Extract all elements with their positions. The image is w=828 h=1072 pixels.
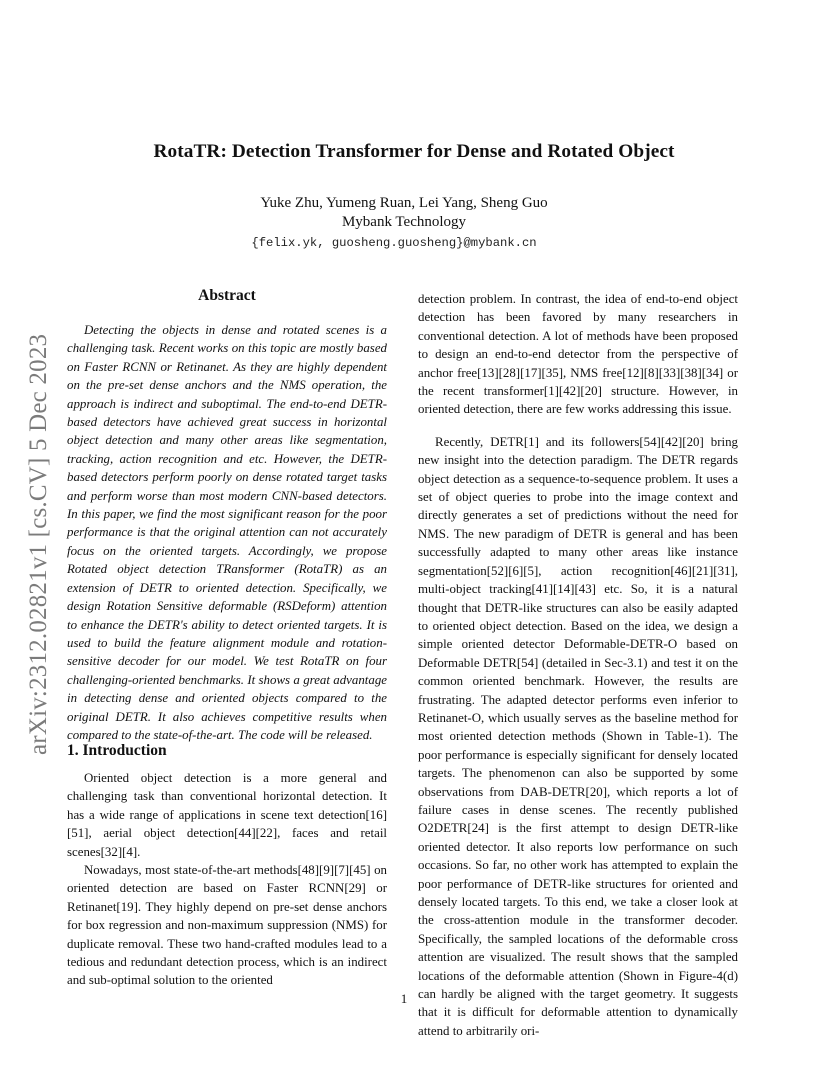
intro-paragraph-1: Oriented object detection is a more general and challenging task than conventional horizontal detection. It has a wide range of applications in scene text detection[16][51], aerial object detection[44][22], faces and retail scenes[32][4]. <box>67 771 387 859</box>
affiliation: Mybank Technology <box>341 214 467 230</box>
right-paragraph-1: detection problem. In contrast, the idea of end-to-end object detection has been favored by many researchers in conventional detection. A lot of methods have been proposed to design an end-to-end detector from the perspective of anchor free[13][28][17][35], NMS free[12][8][33][38][34] or the recent transformer[1][42][20] structure. However, in oriented detection, there are few works addressing this issue. <box>418 292 738 417</box>
right-paragraph-2: Recently, DETR[1] and its followers[54][42][20] bring new insight into the detection paradigm. The DETR regards object detection as a sequence-to-sequence problem. It uses a set of object queries to probe into the image context and directly generates a set of predictions without the need for NMS. The new paradigm of DETR is general and has been successfully adapted to many other areas like instance segmentation[52][6][5], action recognition[46][21][31], multi-object tracking[41][14][43] etc. So, it is a natural thought that DETR-like structures can also be easily adapted to oriented object detection. Based on the idea, we design a simple oriented detector Deformable-DETR-O based on Deformable DETR[54] (detailed in Sec-3.1) and test it on the common oriented benchmark. However, the results are frustrating. The adapted detector performs even inferior to Retinanet-O, which usually serves as the baseline method for most oriented detection methods (Shown in Table-1). The poor performance is especially significant for densely located targets. The phenomenon can also be supported by some observations from DAB-DETR[20], which reports a lot of failure cases in dense scenes. The recently published O2DETR[24] is the first attempt to design DETR-like oriented detector. It also reports low performance on such occasions. So far, no other work has attempted to explain the poor performance of DETR-like structures for oriented and densely located targets. To this end, we take a closer look at the cross-attention module in the transformer decoder. Specifically, the sampled locations of the deformable cross attention are visualized. The result shows that the sampled locations of the deformable attention (Shown in Figure-4(d) can hardly be aligned with the target geometry. It suggests that it is difficult for deformable attention to dynamically attend to arbitrarily ori- <box>418 434 738 1038</box>
paper-title: RotaTR: Detection Transformer for Dense and Rotated Object <box>153 141 675 162</box>
arxiv-identifier: arXiv:2312.02821v1 [cs.CV] 5 Dec 2023 <box>25 333 52 755</box>
page-number: 1 <box>400 991 408 1006</box>
abstract-text: Detecting the objects in dense and rotated scenes is a challenging task. Recent works on this topic are mostly based on Faster RCNN or Retinanet. As they are highly dependent on the pre-set dense anchors and the NMS operation, the approach is indirect and suboptimal. The end-to-end DETR-based detectors have achieved great success in horizontal object detection and many other areas like segmentation, tracking, action recognition and etc. However, the DETR-based detectors perform poorly on dense rotated target tasks and perform worse than most modern CNN-based detectors. In this paper, we find the most significant reason for the poor performance is that the original attention can not accurately focus on the oriented targets. Accordingly, we propose Rotated object detection TRansformer (RotaTR) as an extension of DETR to oriented detection. Specifically, we design Rotation Sensitive deformable (RSDeform) attention to enhance the DETR's ability to detect oriented targets. It is used to build the feature alignment module and rotation-sensitive decoder for our model. We test RotaTR on four challenging-oriented benchmarks. It shows a great advantage in detecting dense and oriented objects compared to the original DETR. It also achieves competitive results when compared to the state-of-the-art. The code will be released. <box>67 323 387 742</box>
intro-paragraph-2: Nowadays, most state-of-the-art methods[48][9][7][45] on oriented detection are based on Faster RCNN[29] or Retinanet[19]. They highly depend on pre-set dense anchors for box regression and non-maximum suppression (NMS) for duplicate removal. These two hand-crafted modules lead to a tedious and redundant detection process, which is an indirect and sub-optimal solution to the oriented <box>67 863 387 988</box>
emails: {felix.yk, guosheng.guosheng}@mybank.cn <box>251 236 537 250</box>
abstract-heading: Abstract <box>198 287 256 304</box>
authors: Yuke Zhu, Yumeng Ruan, Lei Yang, Sheng Guo <box>260 195 548 211</box>
introduction-heading: 1. Introduction <box>67 742 167 759</box>
left-column-body <box>67 769 387 990</box>
right-column-body <box>418 290 738 1040</box>
